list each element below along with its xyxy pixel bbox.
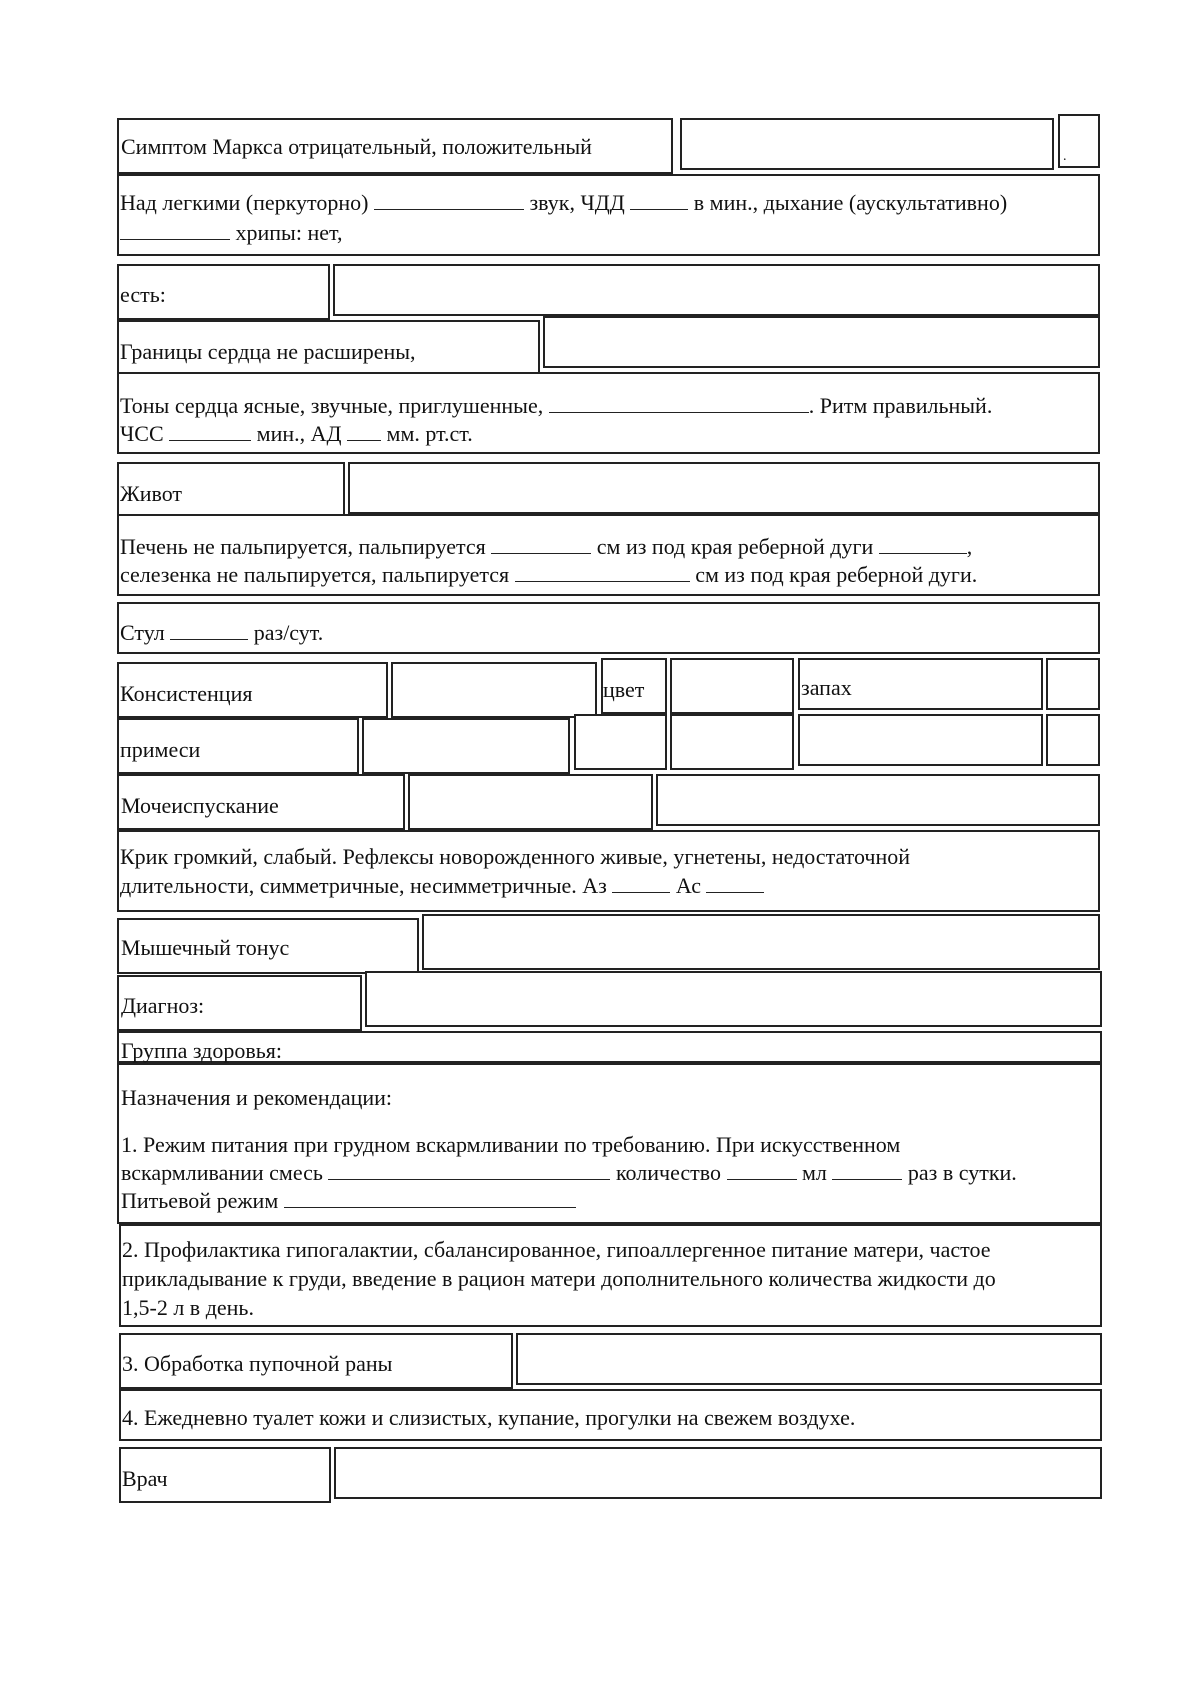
- heart-tones-line-2: [120, 420, 473, 448]
- prescription-2-line-2: прикладывание к груди, введение в рацион матери дополнительного количества жидкости до: [122, 1266, 996, 1291]
- color-label: цвет: [603, 677, 645, 702]
- diagnosis-label: Диагноз:: [121, 993, 205, 1018]
- lungs-label-sound: звук, ЧДД: [529, 190, 625, 215]
- marx-symptom-field[interactable]: [680, 118, 1054, 170]
- lungs-line-2: [120, 219, 342, 247]
- as-blank[interactable]: [706, 872, 764, 893]
- liver-label: Печень не пальпируется, пальпируется: [120, 534, 486, 559]
- impurities-field-2[interactable]: [574, 714, 667, 770]
- stool-label: Стул: [120, 620, 165, 645]
- diagnosis-field[interactable]: [365, 971, 1102, 1027]
- lungs-rr-blank[interactable]: [630, 189, 688, 210]
- smell-label: запах: [801, 675, 852, 700]
- prescription-2-line-1: 2. Профилактика гипогалактии, сбалансированное, гипоаллергенное питание матери, частое: [122, 1237, 991, 1262]
- spleen-edge-label: см из под края реберной дуги.: [695, 562, 978, 587]
- heart-tones-label: Тоны сердца ясные, звучные, приглушенные,: [120, 393, 544, 418]
- abdomen-field[interactable]: [348, 462, 1100, 514]
- amount-label: количество: [615, 1160, 721, 1185]
- heart-rhythm-label: . Ритм правильный.: [808, 393, 993, 418]
- lungs-label-wheezing: хрипы: нет,: [235, 220, 343, 245]
- stool-blank[interactable]: [170, 619, 248, 640]
- amount-blank[interactable]: [727, 1159, 797, 1180]
- bp-label: мин., АД: [256, 421, 342, 446]
- az-blank[interactable]: [612, 872, 670, 893]
- hr-blank[interactable]: [169, 420, 251, 441]
- prescription-1-line-1: 1. Режим питания при грудном вскармливании по требованию. При искусственном: [121, 1132, 901, 1157]
- prescription-3-field[interactable]: [516, 1333, 1102, 1385]
- abdomen-label: Живот: [120, 481, 183, 506]
- muscle-tone-label: Мышечный тонус: [121, 935, 290, 960]
- marx-symptom-mark: .: [1063, 149, 1067, 164]
- lungs-sound-blank[interactable]: [374, 189, 524, 210]
- ml-label: мл: [802, 1160, 827, 1185]
- marx-symptom-label: Симптом Маркса отрицательный, положительный: [121, 134, 592, 159]
- cry-line-1: Крик громкий, слабый. Рефлексы новорожденного живые, угнетены, недостаточной: [120, 844, 911, 869]
- impurities-field-5[interactable]: [1046, 714, 1100, 766]
- lungs-breath-blank[interactable]: [120, 219, 230, 240]
- cry-as-label: Ас: [675, 873, 701, 898]
- muscle-tone-field[interactable]: [422, 914, 1100, 970]
- spleen-cm-blank[interactable]: [515, 561, 690, 582]
- liver-extra-blank[interactable]: [879, 533, 967, 554]
- heart-tones-line-1: [120, 392, 992, 420]
- spleen-label: селезенка не пальпируется, пальпируется: [120, 562, 510, 587]
- wheezing-present-label: есть:: [120, 282, 166, 307]
- urination-label: Мочеиспускание: [121, 793, 279, 818]
- lungs-label-percussion: Над легкими (перкуторно): [120, 190, 369, 215]
- times-per-day-label: раз в сутки.: [907, 1160, 1017, 1185]
- liver-comma: ,: [966, 534, 973, 559]
- formula-label: вскармливании смесь: [121, 1160, 323, 1185]
- heart-borders-label: Границы сердца не расширены,: [120, 339, 416, 364]
- heart-borders-field[interactable]: [543, 316, 1100, 368]
- doctor-label: Врач: [122, 1466, 168, 1491]
- cry-line-2: [120, 872, 764, 900]
- bp-unit-label: мм. рт.ст.: [386, 421, 473, 446]
- prescription-4-label: 4. Ежедневно туалет кожи и слизистых, купание, прогулки на свежем воздухе.: [122, 1405, 856, 1430]
- stool-unit-label: раз/сут.: [253, 620, 324, 645]
- stool-line: [120, 619, 323, 647]
- drinking-regime-label: Питьевой режим: [121, 1188, 279, 1213]
- impurities-label: примеси: [120, 737, 201, 762]
- wheezing-present-field[interactable]: [333, 264, 1100, 316]
- prescription-1-line-2: [121, 1159, 1017, 1187]
- impurities-field-3[interactable]: [670, 714, 794, 770]
- formula-blank[interactable]: [328, 1159, 610, 1180]
- prescription-3-label: 3. Обработка пупочной раны: [122, 1351, 393, 1376]
- prescription-1-line-3: [121, 1187, 576, 1215]
- smell-field[interactable]: [1046, 658, 1100, 710]
- color-field[interactable]: [670, 658, 794, 714]
- urination-field-1[interactable]: [408, 774, 653, 830]
- lungs-label-breath: в мин., дыхание (аускультативно): [693, 190, 1008, 215]
- liver-edge-label: см из под края реберной дуги: [596, 534, 874, 559]
- heart-tones-blank[interactable]: [549, 392, 809, 413]
- drinking-regime-blank[interactable]: [284, 1187, 576, 1208]
- impurities-field-4[interactable]: [798, 714, 1043, 766]
- consistency-label: Консистенция: [120, 681, 253, 706]
- bp-blank[interactable]: [347, 420, 381, 441]
- health-group-label: Группа здоровья:: [121, 1038, 282, 1063]
- cry-az-label: длительности, симметричные, несимметричные. Аз: [120, 873, 607, 898]
- liver-line-1: [120, 533, 972, 561]
- doctor-field[interactable]: [334, 1447, 1102, 1499]
- hr-label: ЧСС: [120, 421, 164, 446]
- consistency-field[interactable]: [391, 662, 597, 718]
- liver-line-2: [120, 561, 977, 589]
- lungs-line-1: [120, 189, 1007, 217]
- impurities-field-1[interactable]: [362, 718, 570, 774]
- liver-cm-blank[interactable]: [491, 533, 591, 554]
- times-blank[interactable]: [832, 1159, 902, 1180]
- urination-field-2[interactable]: [656, 774, 1100, 826]
- prescription-2-line-3: 1,5-2 л в день.: [122, 1295, 254, 1320]
- prescriptions-title: Назначения и рекомендации:: [121, 1085, 393, 1110]
